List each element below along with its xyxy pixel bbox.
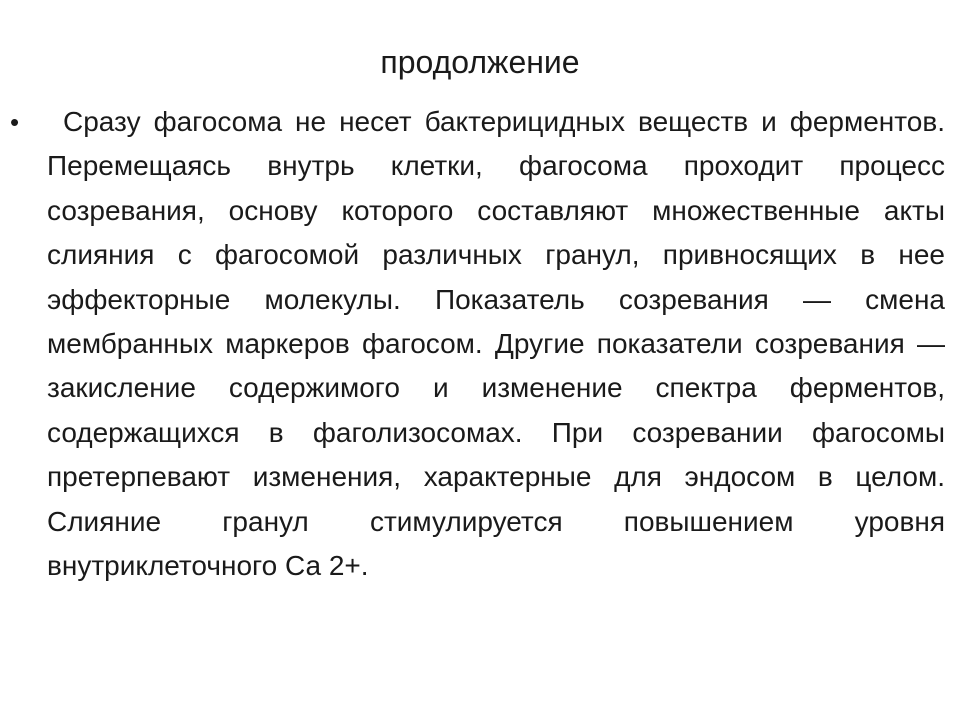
- slide-title: продолжение: [380, 44, 580, 80]
- bullet-point-icon: •: [10, 107, 20, 137]
- bullet-paragraph: Сразу фагосома не несет бактерицидных веществ и ферментов. Перемещаясь внутрь клетки, фагосома проходит процесс созревания, основу которого составляют множественные акты слияния с фагосомой различных гранул, привносящих в нее эффекторные молекулы. Показатель созревания — смена мембранных маркеров фагосом. Другие показатели созревания — закисление содержимого и изменение спектра ферментов, содержащихся в фаголизосомах. При созревании фагосомы претерпевают изменения, характерные для эндосом в целом. Слияние гранул стимулируется повышением уровня внутриклеточного Са 2+.: [47, 106, 945, 582]
